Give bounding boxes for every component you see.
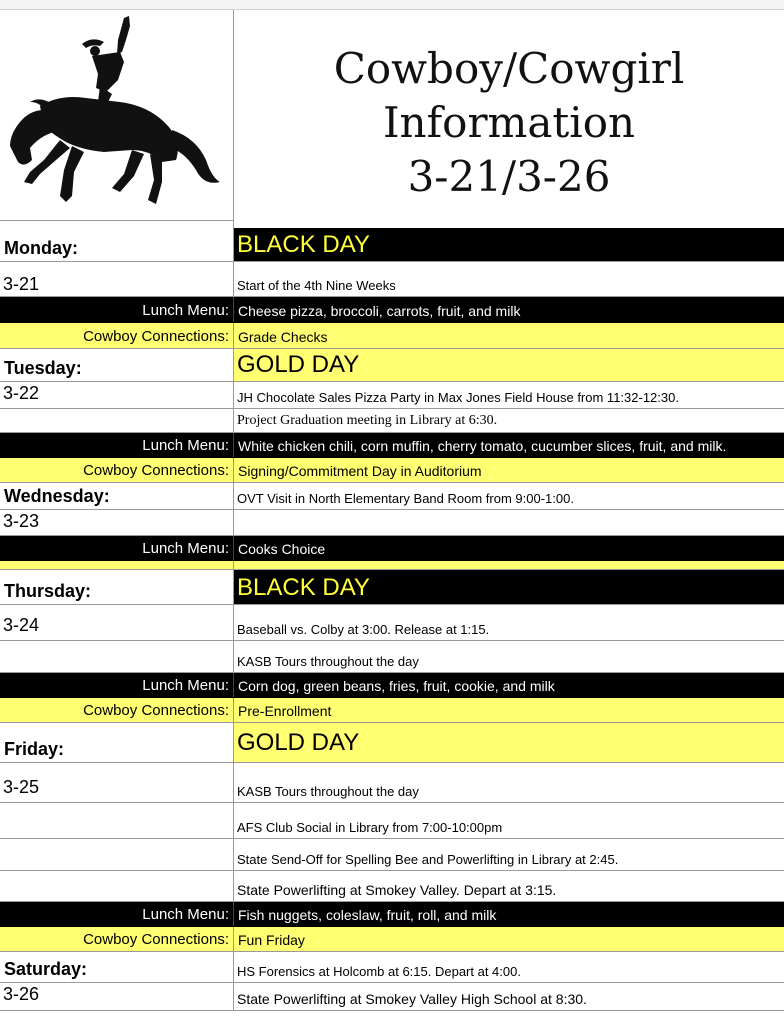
logo-cell bbox=[0, 10, 234, 228]
monday-connections-row bbox=[0, 323, 784, 349]
event-text: KASB Tours throughout the day bbox=[237, 784, 419, 799]
page-title bbox=[334, 42, 685, 204]
cowboy-connections-label: Cowboy Connections: bbox=[83, 328, 229, 345]
friday-header-row bbox=[0, 723, 784, 763]
cowboy-connections-text: Fun Friday bbox=[238, 932, 305, 948]
date-label: 3-24 bbox=[3, 615, 40, 635]
friday-connections-row bbox=[0, 927, 784, 952]
wednesday-lunch-row bbox=[0, 536, 784, 561]
day-type-badge: BLACK DAY bbox=[237, 574, 370, 601]
tuesday-connections-row bbox=[0, 458, 784, 483]
logo-divider bbox=[0, 220, 233, 221]
lunch-menu-text: Fish nuggets, coleslaw, fruit, roll, and milk bbox=[238, 907, 497, 923]
monday-header-row bbox=[0, 228, 784, 262]
tuesday-lunch-row bbox=[0, 433, 784, 458]
event-text: Baseball vs. Colby at 3:00. Release at 1:15. bbox=[237, 622, 490, 637]
schedule-table bbox=[0, 228, 784, 1011]
date-label: 3-26 bbox=[3, 984, 40, 1004]
event-text: JH Chocolate Sales Pizza Party in Max Jones Field House from 11:32-12:30. bbox=[237, 390, 679, 405]
cowboy-connections-text: Signing/Commitment Day in Auditorium bbox=[238, 463, 482, 479]
cowboy-connections-label: Cowboy Connections: bbox=[83, 931, 229, 948]
event-text: Start of the 4th Nine Weeks bbox=[237, 278, 396, 293]
wednesday-spacer-row bbox=[0, 561, 784, 570]
lunch-menu-label: Lunch Menu: bbox=[142, 302, 229, 319]
tuesday-event-row-1 bbox=[0, 382, 784, 409]
tuesday-event-row-2 bbox=[0, 409, 784, 433]
event-text: OVT Visit in North Elementary Band Room from 9:00-1:00. bbox=[237, 491, 574, 506]
day-type-badge: BLACK DAY bbox=[237, 231, 370, 258]
bucking-horse-rider-icon bbox=[0, 10, 234, 220]
event-text: KASB Tours throughout the day bbox=[237, 654, 419, 669]
friday-lunch-row bbox=[0, 902, 784, 927]
thursday-lunch-row bbox=[0, 673, 784, 698]
day-type-badge: GOLD DAY bbox=[237, 729, 360, 756]
event-text: AFS Club Social in Library from 7:00-10:00pm bbox=[237, 820, 503, 835]
saturday-header-row bbox=[0, 952, 784, 983]
wednesday-header-row bbox=[0, 483, 784, 510]
cowboy-connections-label: Cowboy Connections: bbox=[83, 702, 229, 719]
lunch-menu-label: Lunch Menu: bbox=[142, 540, 229, 557]
friday-event-row-3 bbox=[0, 839, 784, 871]
thursday-connections-row bbox=[0, 698, 784, 723]
top-strip bbox=[0, 0, 784, 10]
cowboy-connections-label: Cowboy Connections: bbox=[83, 462, 229, 479]
lunch-menu-label: Lunch Menu: bbox=[142, 906, 229, 923]
title-line-1: Cowboy/Cowgirl bbox=[333, 44, 685, 93]
monday-event-row bbox=[0, 262, 784, 297]
day-label: Thursday: bbox=[4, 581, 92, 601]
day-label: Saturday: bbox=[4, 959, 88, 979]
event-text: State Powerlifting at Smokey Valley. Depart at 3:15. bbox=[237, 882, 557, 898]
friday-event-row-2 bbox=[0, 803, 784, 839]
day-label: Tuesday: bbox=[4, 358, 82, 378]
lunch-menu-label: Lunch Menu: bbox=[142, 437, 229, 454]
day-label: Friday: bbox=[4, 739, 65, 759]
friday-event-row-1 bbox=[0, 763, 784, 803]
cowboy-connections-text: Pre-Enrollment bbox=[238, 703, 332, 719]
lunch-menu-text: Cheese pizza, broccoli, carrots, fruit, and milk bbox=[238, 303, 521, 319]
lunch-menu-text: Cooks Choice bbox=[238, 541, 326, 557]
date-label: 3-22 bbox=[3, 383, 40, 403]
cowboy-connections-text: Grade Checks bbox=[238, 329, 328, 345]
thursday-event-row-1 bbox=[0, 605, 784, 641]
date-label: 3-21 bbox=[3, 274, 40, 294]
day-label: Monday: bbox=[4, 238, 78, 258]
event-text: State Powerlifting at Smokey Valley High School at 8:30. bbox=[237, 991, 587, 1007]
date-label: 3-25 bbox=[3, 777, 40, 797]
tuesday-header-row bbox=[0, 349, 784, 382]
lunch-menu-text: White chicken chili, corn muffin, cherry tomato, cucumber slices, fruit, and milk. bbox=[238, 438, 727, 454]
lunch-menu-text: Corn dog, green beans, fries, fruit, cookie, and milk bbox=[238, 678, 555, 694]
title-line-3: 3-21/3-26 bbox=[407, 152, 611, 201]
lunch-menu-label: Lunch Menu: bbox=[142, 677, 229, 694]
header bbox=[0, 10, 784, 228]
saturday-event-row bbox=[0, 983, 784, 1011]
event-text: HS Forensics at Holcomb at 6:15. Depart at 4:00. bbox=[237, 964, 521, 979]
thursday-event-row-2 bbox=[0, 641, 784, 673]
wednesday-date-row bbox=[0, 510, 784, 536]
monday-lunch-row bbox=[0, 297, 784, 323]
event-text: Project Graduation meeting in Library at 6:30. bbox=[237, 413, 498, 428]
event-text: State Send-Off for Spelling Bee and Powerlifting in Library at 2:45. bbox=[237, 852, 619, 867]
thursday-header-row bbox=[0, 570, 784, 605]
friday-event-row-4 bbox=[0, 871, 784, 902]
day-label: Wednesday: bbox=[4, 486, 110, 506]
day-type-badge: GOLD DAY bbox=[237, 351, 360, 378]
date-label: 3-23 bbox=[3, 511, 40, 531]
title-cell bbox=[234, 10, 784, 228]
title-line-2: Information bbox=[382, 98, 636, 147]
